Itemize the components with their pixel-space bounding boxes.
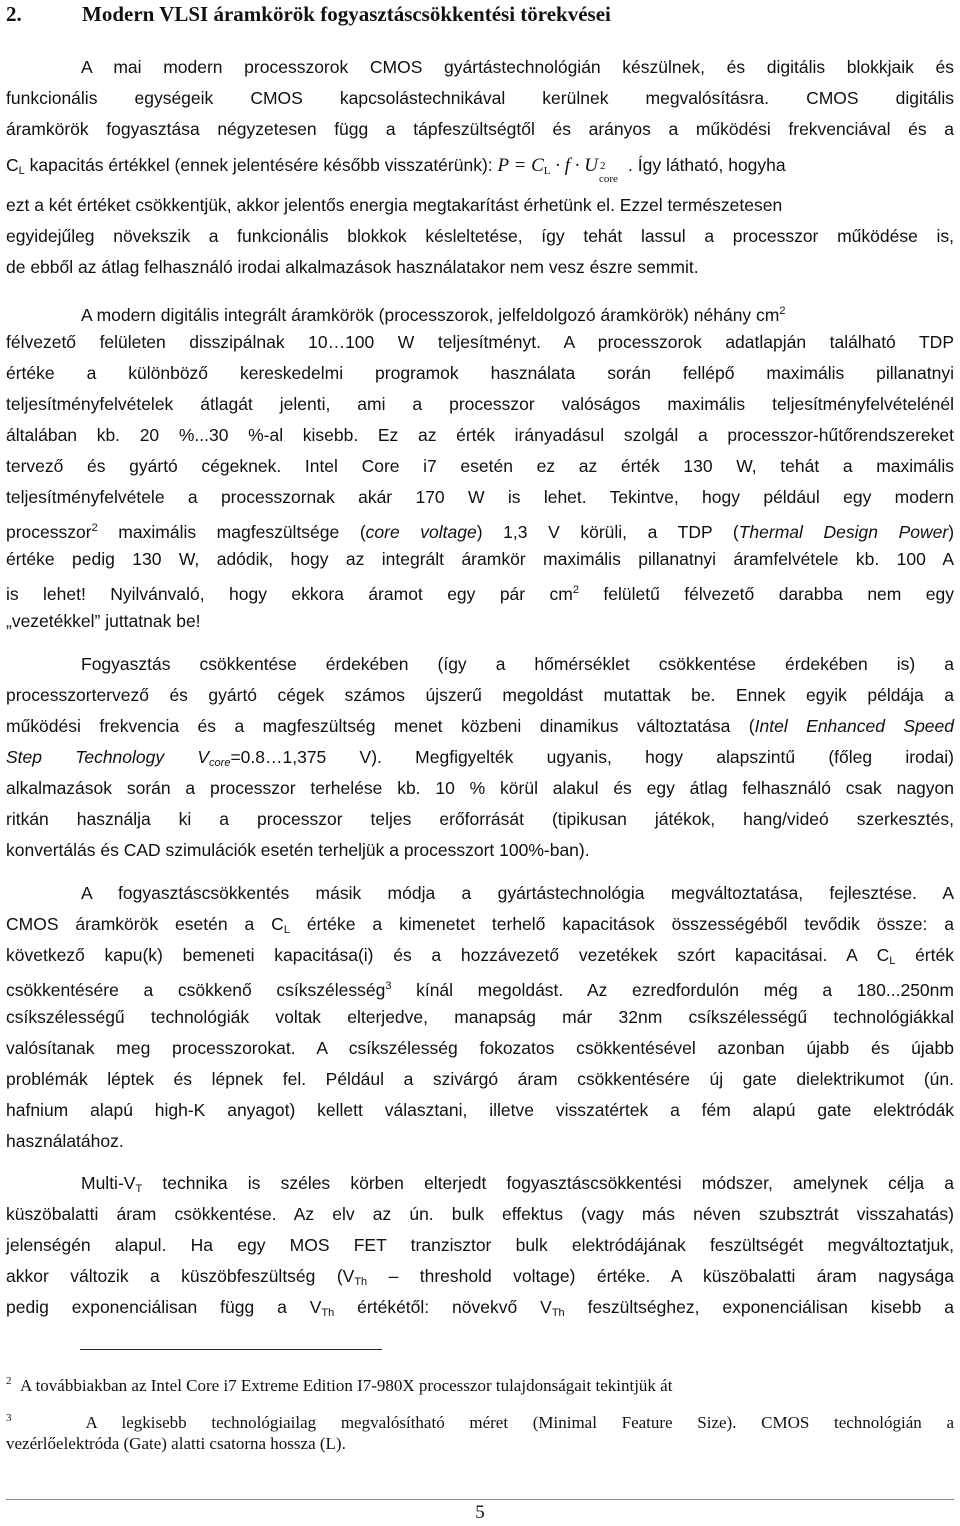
section-heading (6, 2, 611, 27)
paragraph-line: teljesítményfelvételek átlagát jelenti, ami a processzor valóságos maximális teljesítményfelvételénél (6, 394, 954, 414)
paragraph-line-with-formula: $C_L$ kapacitás értékkel (ennek jelentésére később visszatérünk): $P = C_L \cdot f \cdot U$ 2 core . Így látható, hogyha (6, 155, 786, 185)
paragraph-line: csíkszélességű technológiák voltak elterjedve, manapság már 32nm csíkszélességű technológiákkal (6, 1007, 954, 1027)
paragraph-line: A mai modern processzorok CMOS gyártástechnológián készülnek, és digitális blokkjaik és (81, 57, 954, 77)
power-formula: $P = C_L \cdot f \cdot U$ 2 core (497, 155, 618, 185)
paragraph-line: processzor$^2$ maximális magfeszültsége (core voltage) 1,3 V körüli, a TDP (Thermal Design Power) (6, 522, 955, 542)
paragraph-line: áramkörök fogyasztása négyzetesen függ a tápfeszültségtől és arányos a működési frekvenciával és a (6, 119, 954, 139)
section-title: Modern VLSI áramkörök fogyasztáscsökkentési törekvései (82, 2, 611, 26)
footnote-separator (80, 1349, 382, 1350)
paragraph-line: Multi-$V_T$ technika is széles körben elterjedt fogyasztáscsökkentési módszer, amelynek célja a (81, 1173, 954, 1195)
page-number: 5 (475, 1502, 485, 1523)
paragraph-line: de ebből az átlag felhasználó irodai alkalmazások használatakor nem vesz észre semmit. (6, 257, 699, 277)
paragraph-line: következő kapu(k) bemeneti kapacitása(i) és a hozzávezető vezetékek szórt kapacitásai. A $C_L$ érték (6, 945, 954, 967)
paragraph-line: értéke a különböző kereskedelmi programok használata során fellépő maximális pillanatnyi (6, 363, 954, 383)
paragraph-line: ritkán használja ki a processzor teljes erőforrását (tipikusan játékok, hang/videó szerkesztés, (6, 809, 954, 829)
paragraph-line: konvertálás és CAD szimulációk esetén terheljük a processzort 100%-ban). (6, 840, 590, 860)
paragraph-line: teljesítményfelvétele a processzornak akár 170 W is lehet. Tekintve, hogy például egy modern (6, 487, 954, 507)
paragraph-line: hafnium alapú high-K anyagot) kellett választani, illetve visszatértek a fém alapú gate elektródák (6, 1100, 954, 1120)
paragraph-line: csökkentésére a csökkenő csíkszélesség$^3$ kínál megoldást. Az ezredfordulón még a 180...250nm (6, 980, 954, 1000)
section-number: 2. (6, 2, 22, 26)
paragraph-line: félvezető felületen disszipálnak 10…100 W teljesítményt. A processzorok adatlapján található TDP (6, 332, 954, 352)
footnote-3: $^3$ A legkisebb technológiailag megvalósítható méret (Minimal Feature Size). CMOS technológián a (6, 1412, 954, 1432)
paragraph-line: funkcionális egységeik CMOS kapcsolástechnikával kerülnek megvalósításra. CMOS digitális (6, 88, 954, 108)
footnote-3-continuation: vezérlőelektróda (Gate) alatti csatorna hossza (L). (6, 1434, 346, 1453)
paragraph-line: küszöbalatti áram csökkentése. Az elv az ún. bulk effektus (vagy más néven szubsztrát visszahatás) (6, 1204, 954, 1224)
paragraph-line: „vezetékkel” juttatnak be! (6, 611, 201, 631)
paragraph-line: alkalmazások során a processzor terhelése kb. 10 % körül alakul és egy átlag felhasználó csak nagyon (6, 778, 954, 798)
paragraph-line: processzortervező és gyártó cégek számos újszerű megoldást mutattak be. Ennek egyik példája a (6, 685, 954, 705)
paragraph-line: A fogyasztáscsökkentés másik módja a gyártástechnológia megváltoztatása, fejlesztése. A (81, 883, 954, 903)
paragraph-line: Step Technology $V_{core}=0.8\dots 1,375$ V). Megfigyelték ugyanis, hogy alapszintű (főleg irodai) (6, 747, 954, 769)
paragraph-line: is lehet! Nyilvánvaló, hogy ekkora áramot egy pár $cm^2$ felületű félvezető darabba nem egy (6, 584, 954, 604)
paragraph-line: általában kb. 20 %...30 %-al kisebb. Ez az érték irányadásul szolgál a processzor-hűtőrendszereket (6, 425, 954, 445)
footer-divider (6, 1499, 954, 1500)
paragraph-line: ezt a két értéket csökkentjük, akkor jelentős energia megtakarítást érhetünk el. Ezzel természetesen (6, 195, 783, 215)
paragraph-line: valósítanak meg processzorokat. A csíkszélesség fokozatos csökkentésével azonban újabb és újabb (6, 1038, 954, 1058)
paragraph-line: akkor változik a küszöbfeszültség ($V_{Th}$ – threshold voltage) értéke. A küszöbalatti áram nagysága (6, 1266, 954, 1288)
footnote-2: $^2$ A továbbiakban az Intel Core i7 Extreme Edition I7-980X processzor tulajdonságait tekintjük át (6, 1375, 673, 1395)
paragraph-line: jelenségén alapul. Ha egy MOS FET tranzisztor bulk elektródájának feszültségét megváltoztatjuk, (6, 1235, 954, 1255)
paragraph-line: tervező és gyártó cégeknek. Intel Core i7 esetén ez az érték 130 W, tehát a maximális (6, 456, 954, 476)
paragraph-line: problémák léptek és lépnek fel. Például a szivárgó áram csökkentésére új gate dielektrikumot (ún. (6, 1069, 954, 1089)
paragraph-line: értéke pedig 130 W, adódik, hogy az integrált áramkör maximális pillanatnyi áramfelvétele kb. 100 A (6, 549, 954, 569)
paragraph-line: működési frekvencia és a magfeszültség menet közbeni dinamikus változtatása (Intel Enhanced Speed (6, 716, 955, 736)
paragraph-line: A modern digitális integrált áramkörök (processzorok, jelfeldolgozó áramkörök) néhány $cm^2$ (81, 305, 786, 325)
paragraph-line: Fogyasztás csökkentése érdekében (így a hőmérséklet csökkentése érdekében is) a (81, 654, 954, 674)
paragraph-line: CMOS áramkörök esetén a $C_L$ értéke a kimenetet terhelő kapacitások összességéből tevődik össze: a (6, 914, 954, 936)
paragraph-line: pedig exponenciálisan függ a $V_{Th}$ értékétől: növekvő $V_{Th}$ feszültséghez, exponenciálisan kisebb a (6, 1297, 954, 1319)
paragraph-line: használatához. (6, 1131, 124, 1151)
paragraph-line: egyidejűleg növekszik a funkcionális blokkok késleltetése, így tehát lassul a processzor működése is, (6, 226, 954, 246)
